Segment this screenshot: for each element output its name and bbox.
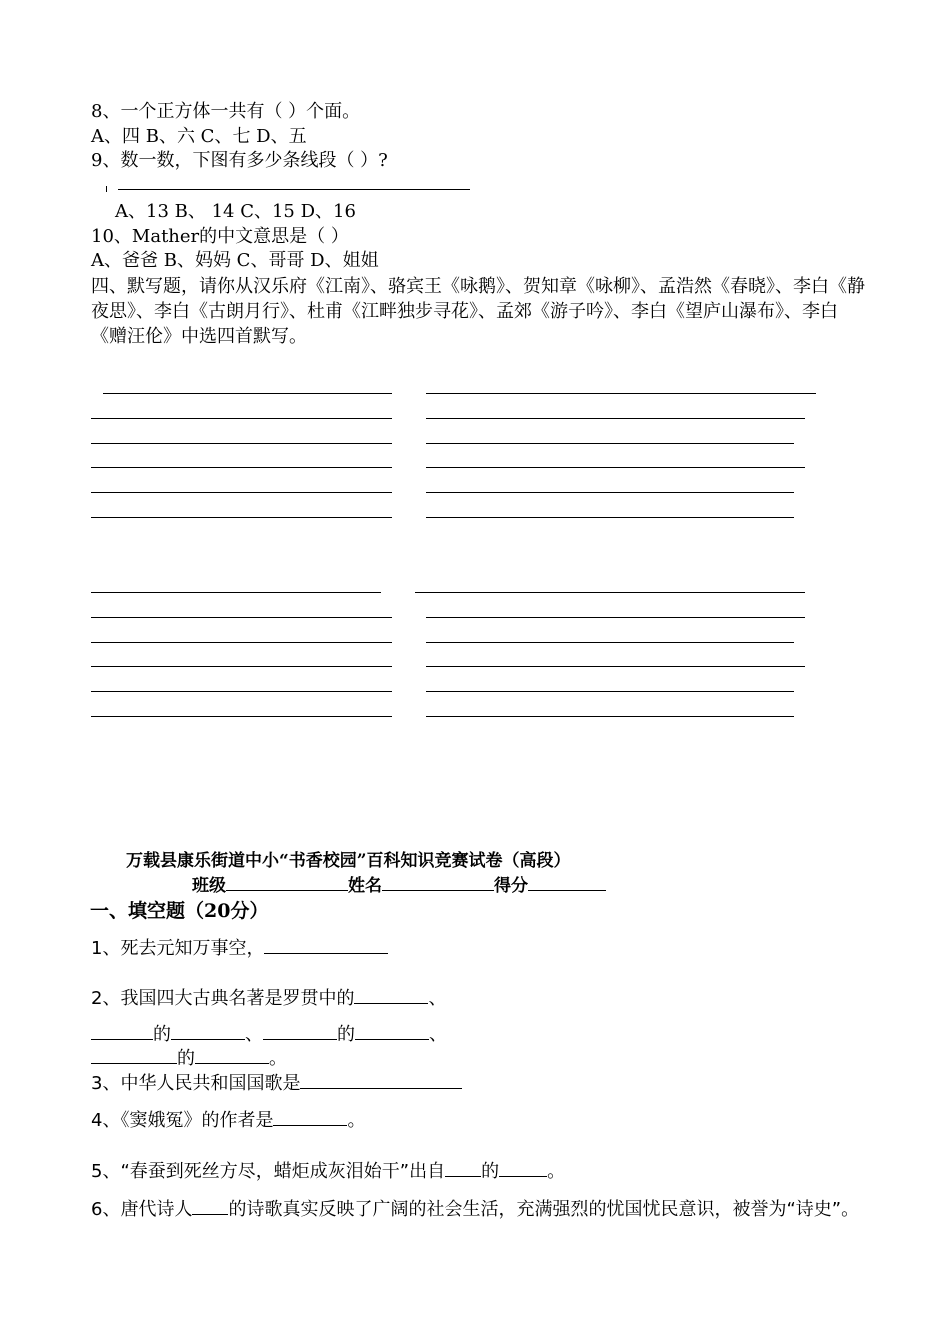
fill-q5-blank-1[interactable] bbox=[445, 1158, 481, 1177]
writing-line bbox=[91, 617, 392, 618]
writing-line bbox=[426, 617, 805, 618]
class-field[interactable] bbox=[226, 872, 348, 891]
fill-q2-line3 bbox=[91, 1045, 287, 1071]
fill-q5 bbox=[91, 1158, 565, 1184]
fill-q2-de: 的 bbox=[337, 1024, 355, 1045]
writing-line bbox=[91, 492, 392, 493]
fill-q5-end: 。 bbox=[547, 1161, 566, 1182]
fill-q5-blank-2[interactable] bbox=[499, 1158, 547, 1177]
fill-q2-de: 的 bbox=[177, 1048, 195, 1069]
writing-line bbox=[91, 642, 392, 643]
score-label: 得分 bbox=[494, 876, 528, 896]
writing-line bbox=[91, 517, 392, 518]
fill-q1-text: 1、死去元知万事空， bbox=[91, 938, 265, 959]
fill-q2-blank-7[interactable] bbox=[195, 1045, 269, 1064]
fill-q2-end: 。 bbox=[269, 1048, 287, 1069]
question-9-options: A、13 B、 14 C、15 D、16 bbox=[115, 201, 356, 222]
name-field[interactable] bbox=[382, 872, 494, 891]
fill-q6-text-2: 的诗歌真实反映了广阔的社会生活，充满强烈的忧国忧民意识，被誉为“诗史”。 bbox=[228, 1199, 860, 1220]
question-10-options: A、爸爸 B、妈妈 C、哥哥 D、姐姐 bbox=[91, 250, 379, 271]
fill-q3-text: 3、中华人民共和国国歌是 bbox=[91, 1073, 301, 1094]
fill-q2-text: 2、我国四大古典名著是罗贯中的 bbox=[91, 988, 355, 1009]
fill-q2-blank-4[interactable] bbox=[263, 1021, 337, 1040]
score-field[interactable] bbox=[528, 872, 606, 891]
question-8: 8、一个正方体一共有（ ）个面。 bbox=[91, 101, 361, 122]
fill-q2-de: 的 bbox=[153, 1024, 171, 1045]
section-4-dictation: 四、默写题，请你从汉乐府《江南》、骆宾王《咏鹅》、贺知章《咏柳》、孟浩然《春晓》、李白《静夜思》、李白《古朗月行》、杜甫《江畔独步寻花》、孟郊《游子吟》、李白《望庐山瀑布》、李白《赠汪伦》中选四首默写。 bbox=[91, 276, 865, 347]
writing-line bbox=[91, 443, 392, 444]
writing-line bbox=[426, 716, 794, 717]
question-8-options: A、四 B、六 C、七 D、五 bbox=[91, 126, 307, 147]
writing-line bbox=[426, 492, 794, 493]
fill-q2-blank-3[interactable] bbox=[171, 1021, 245, 1040]
writing-line bbox=[426, 443, 794, 444]
question-10: 10、Mather的中文意思是（ ） bbox=[91, 226, 349, 247]
writing-line bbox=[426, 642, 794, 643]
fill-q2-line1 bbox=[91, 985, 446, 1011]
fill-q3 bbox=[91, 1070, 462, 1096]
fill-q2-sep: 、 bbox=[428, 988, 447, 1009]
section-1-heading: 一、填空题（20分） bbox=[90, 900, 269, 922]
fill-q4-text: 4、《窦娥冤》的作者是 bbox=[91, 1110, 274, 1131]
fill-q2-sep: 、 bbox=[245, 1024, 263, 1045]
writing-line bbox=[91, 467, 392, 468]
fill-q1-blank[interactable] bbox=[264, 935, 388, 954]
fill-q3-blank[interactable] bbox=[300, 1070, 462, 1089]
fill-q5-text: 5、“春蚕到死丝方尽，蜡炬成灰泪始干”出自 bbox=[91, 1161, 446, 1182]
writing-line bbox=[91, 716, 392, 717]
writing-line bbox=[426, 691, 794, 692]
class-label: 班级 bbox=[192, 876, 226, 896]
fill-q6-text: 6、唐代诗人 bbox=[91, 1199, 193, 1220]
writing-line bbox=[91, 666, 392, 667]
fill-q2-blank-6[interactable] bbox=[91, 1045, 177, 1064]
fill-q2-blank-5[interactable] bbox=[355, 1021, 429, 1040]
fill-q2-sep: 、 bbox=[429, 1024, 447, 1045]
writing-line bbox=[426, 393, 816, 394]
fill-q4-blank[interactable] bbox=[273, 1107, 347, 1126]
question-9: 9、数一数，下图有多少条线段（ ）? bbox=[91, 150, 388, 171]
writing-line bbox=[415, 592, 805, 593]
writing-line bbox=[91, 592, 381, 593]
fill-q2-blank-2[interactable] bbox=[91, 1021, 153, 1040]
writing-line bbox=[91, 691, 392, 692]
segment-tick bbox=[106, 186, 107, 192]
writing-line bbox=[103, 393, 392, 394]
fill-q6 bbox=[91, 1196, 871, 1222]
name-label: 姓名 bbox=[348, 876, 382, 896]
student-info-row bbox=[192, 871, 606, 896]
writing-line bbox=[426, 418, 805, 419]
fill-q5-de: 的 bbox=[481, 1161, 500, 1182]
fill-q6-blank[interactable] bbox=[192, 1196, 228, 1215]
fill-q2-blank-1[interactable] bbox=[354, 985, 428, 1004]
writing-line bbox=[91, 418, 392, 419]
writing-line bbox=[426, 467, 805, 468]
writing-line bbox=[426, 517, 794, 518]
fill-q1 bbox=[91, 935, 388, 961]
writing-line bbox=[426, 666, 805, 667]
segment-line bbox=[118, 189, 470, 190]
fill-q4 bbox=[91, 1107, 365, 1133]
exam-title: 万载县康乐街道中小“书香校园”百科知识竞赛试卷（高段） bbox=[126, 851, 571, 871]
fill-q4-end: 。 bbox=[347, 1110, 366, 1131]
fill-q2-line2 bbox=[91, 1021, 447, 1047]
